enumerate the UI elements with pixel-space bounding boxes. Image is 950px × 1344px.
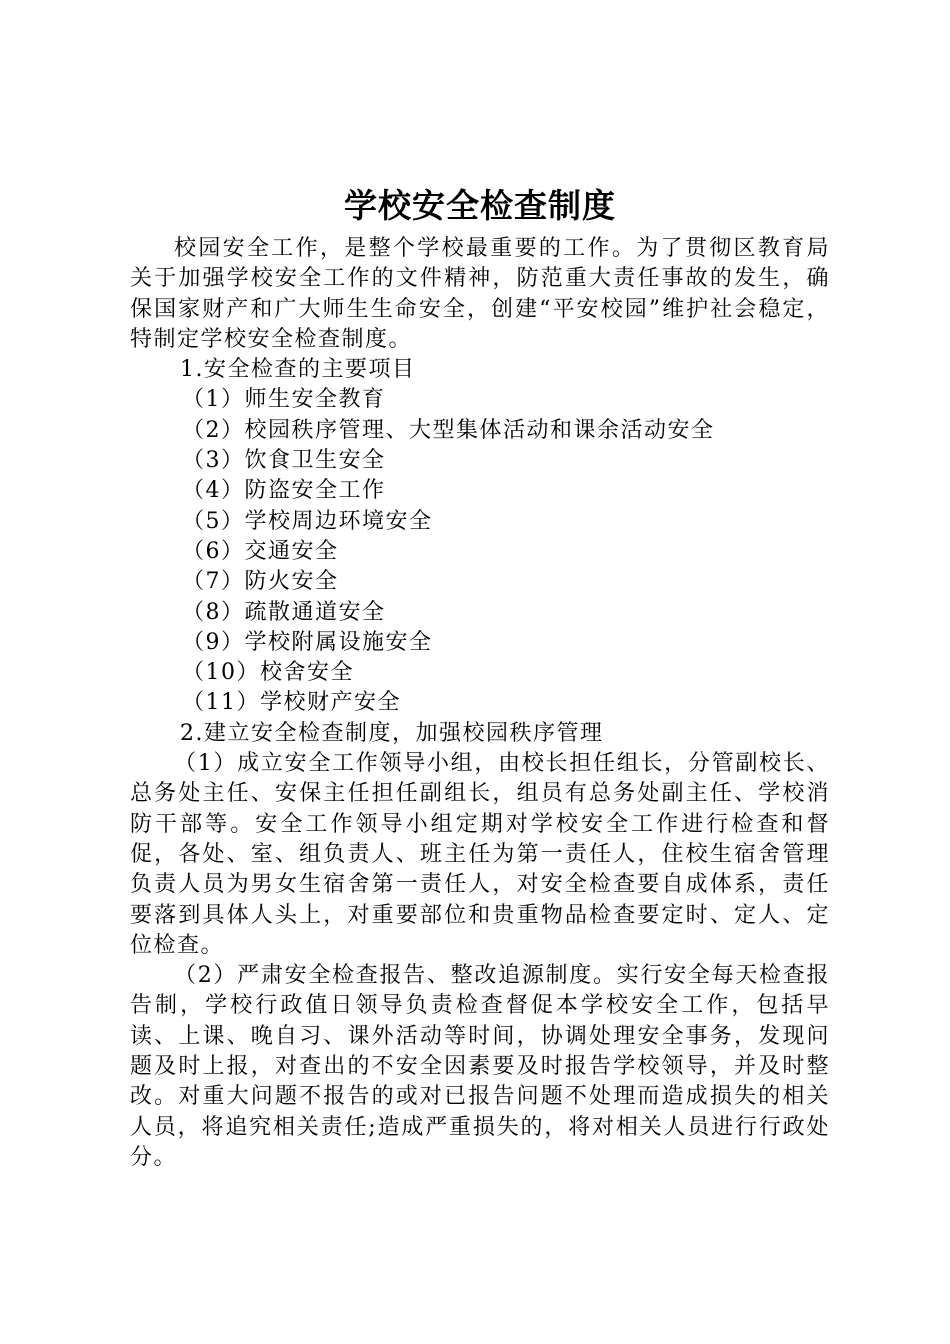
list-item: （7）防火安全: [182, 569, 339, 595]
list-item: （9）学校附属设施安全: [182, 629, 433, 655]
section-2-paragraph-2: （2）严肃安全检查报告、整改追源制度。实行安全每天检查报告制，学校行政值日领导负责检查督促本学校安全工作，包括早读、上课、晚自习、课外活动等时间，协调处理安全事务，发现问题及时上报，对查出的不安全因素要及时报告学校领导，并及时整改。对重大问题不报告的或对已报告问题不处理而造成损失的相关人员，将追究相关责任;造成严重损失的，将对相关人员进行行政处分。: [130, 963, 830, 1170]
list-item: （2）校园秩序管理、大型集体活动和课余活动安全: [182, 417, 715, 443]
section-1-heading: 1.安全检查的主要项目: [180, 357, 416, 383]
list-item: （3）饮食卫生安全: [182, 448, 386, 474]
list-item: （11）学校财产安全: [182, 690, 401, 716]
list-item: （6）交通安全: [182, 538, 339, 564]
section-2-paragraph-1: （1）成立安全工作领导小组，由校长担任组长，分管副校长、总务处主任、安保主任担任副组长，组员有总务处副主任、学校消防干部等。安全工作领导小组定期对学校安全工作进行检查和督促，各处、室、组负责人、班主任为第一责任人，住校生宿舍管理负责人员为男女生宿舍第一责任人，对安全检查要自成体系，责任要落到具体人头上，对重要部位和贵重物品检查要定时、定人、定位检查。: [130, 751, 830, 958]
section-2-heading: 2.建立安全检查制度，加强校园秩序管理: [180, 720, 604, 746]
document-page: [130, 180, 830, 1173]
list-item: （10）校舍安全: [182, 660, 354, 686]
document-title: 学校安全检查制度: [344, 186, 616, 225]
list-item: （8）疏散通道安全: [182, 599, 386, 625]
list-item: （1）师生安全教育: [182, 387, 386, 413]
list-item: （5）学校周边环境安全: [182, 508, 433, 534]
list-item: （4）防盗安全工作: [182, 478, 386, 504]
intro-paragraph: 校园安全工作，是整个学校最重要的工作。为了贯彻区教育局关于加强学校安全工作的文件精神，防范重大责任事故的发生，确保国家财产和广大师生生命安全，创建“平安校园”维护社会稳定，特制定学校安全检查制度。: [130, 236, 830, 352]
